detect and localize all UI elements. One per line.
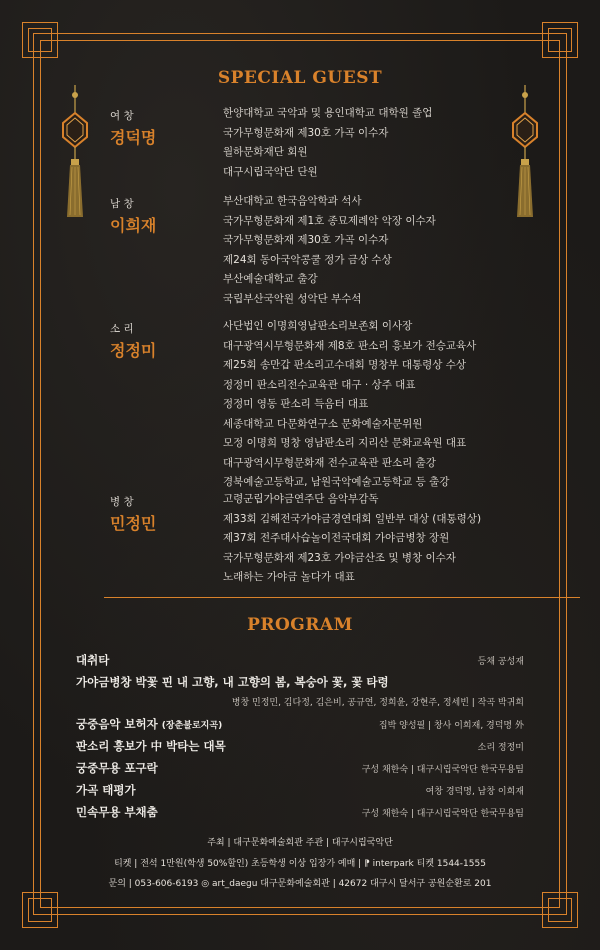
program-item-performer: 등채 공성재 [477, 657, 524, 667]
program-title: PROGRAM [247, 615, 353, 635]
program-item-performer: 집박 양성필 | 창사 이희재, 경덕명 外 [378, 721, 524, 731]
frame-corner-ornament [548, 898, 572, 922]
section-divider [104, 597, 580, 598]
program-item-title: 가곡 태평가 [76, 783, 136, 797]
guest-role: 병 창 [110, 496, 134, 508]
frame-corner-ornament [28, 898, 52, 922]
footer-organizers: 주최 | 대구문화예술회관 주관 | 대구시립국악단 [207, 838, 393, 848]
guest-name: 이희재 [110, 216, 157, 235]
program-item-performer: 여창 경덕명, 남창 이희재 [425, 787, 524, 797]
guest-bio: 사단법인 이명희영남판소리보존회 이사장 대구광역시무형문화재 제8호 판소리 흥보가 전승교육사 제25회 송만갑 판소리고수대회 명창부 대통령상 수상 정정미 판소리전수교육관 대구 · 상주 대표 정정미 영동 판소리 득음터 대표 세종대학교 다문화연구소 문화예술자문위원 모정 이명희 명창 영남판소리 지리산 문화교육원 대표 대구광역시무형문화재 전수교육관 판소리 출강 경북예술고등학교, 남원국악예술고등학교 등 출강 [223, 320, 477, 488]
frame-corner-ornament [28, 28, 52, 52]
guest-bio: 한양대학교 국악과 및 용인대학교 대학원 졸업 국가무형문화재 제30호 가곡 이수자 월하문화재단 회원 대구시립국악단 단원 [223, 107, 433, 178]
program-item-title: 판소리 흥보가 中 박타는 대목 [76, 739, 226, 753]
program-item-performer: 구성 채한숙 | 대구시립국악단 한국무용팀 [361, 809, 524, 819]
guest-role: 남 창 [110, 198, 134, 210]
program-item-title: 궁중음악 보허자 (장춘불로지곡) [76, 717, 223, 731]
program-item-performer: 병창 민정민, 김다정, 김은비, 공규연, 정희윤, 강현주, 정세빈 | 작곡 박귀희 [231, 698, 524, 708]
guest-role: 여 창 [110, 110, 134, 122]
program-item-performer: 소리 정정미 [477, 743, 524, 753]
special-guest-title: SPECIAL GUEST [217, 68, 383, 88]
guest-name: 정정미 [110, 341, 157, 360]
norigae-tassel-icon [62, 85, 88, 220]
guest-bio: 고령군립가야금연주단 음악부감독 제33회 김해전국가야금경연대회 일반부 대상 (대통령상) 제37회 전주대사습놀이전국대회 가야금병창 장원 국가무형문화재 제23호 가야금산조 및 병창 이수자 노래하는 가야금 놀다가 대표 [223, 493, 482, 583]
guest-name: 민정민 [110, 514, 157, 533]
footer-ticket-info: 티켓 | 전석 1만원(학생 50%할인) 초등학생 이상 입장가 예매 | ⁋ interpark 티켓 1544-1555 [114, 859, 486, 869]
frame-corner-ornament [548, 28, 572, 52]
program-item-title: 궁중무용 포구락 [76, 761, 158, 775]
footer-contact: 문의 | 053-606-6193 ◎ art_daegu 대구문화예술회관 | 42672 대구시 달서구 공원순환로 201 [108, 879, 492, 889]
program-item-title: 가야금병창 박꽃 핀 내 고향, 내 고향의 봄, 복숭아 꽃, 꽃 타령 [76, 675, 389, 689]
program-item-title: 대취타 [76, 653, 110, 667]
program-item-title: 민속무용 부채춤 [76, 805, 158, 819]
guest-role: 소 리 [110, 323, 134, 335]
guest-bio: 부산대학교 한국음악학과 석사 국가무형문화재 제1호 종묘제례악 악장 이수자 국가무형문화재 제30호 가곡 이수자 제24회 동아국악콩쿨 정가 금상 수상 부산예술대학교 출강 국립부산국악원 성악단 부수석 [223, 195, 436, 305]
norigae-tassel-icon [512, 85, 538, 220]
guest-name: 경덕명 [110, 128, 157, 147]
program-item-performer: 구성 채한숙 | 대구시립국악단 한국무용팀 [361, 765, 524, 775]
